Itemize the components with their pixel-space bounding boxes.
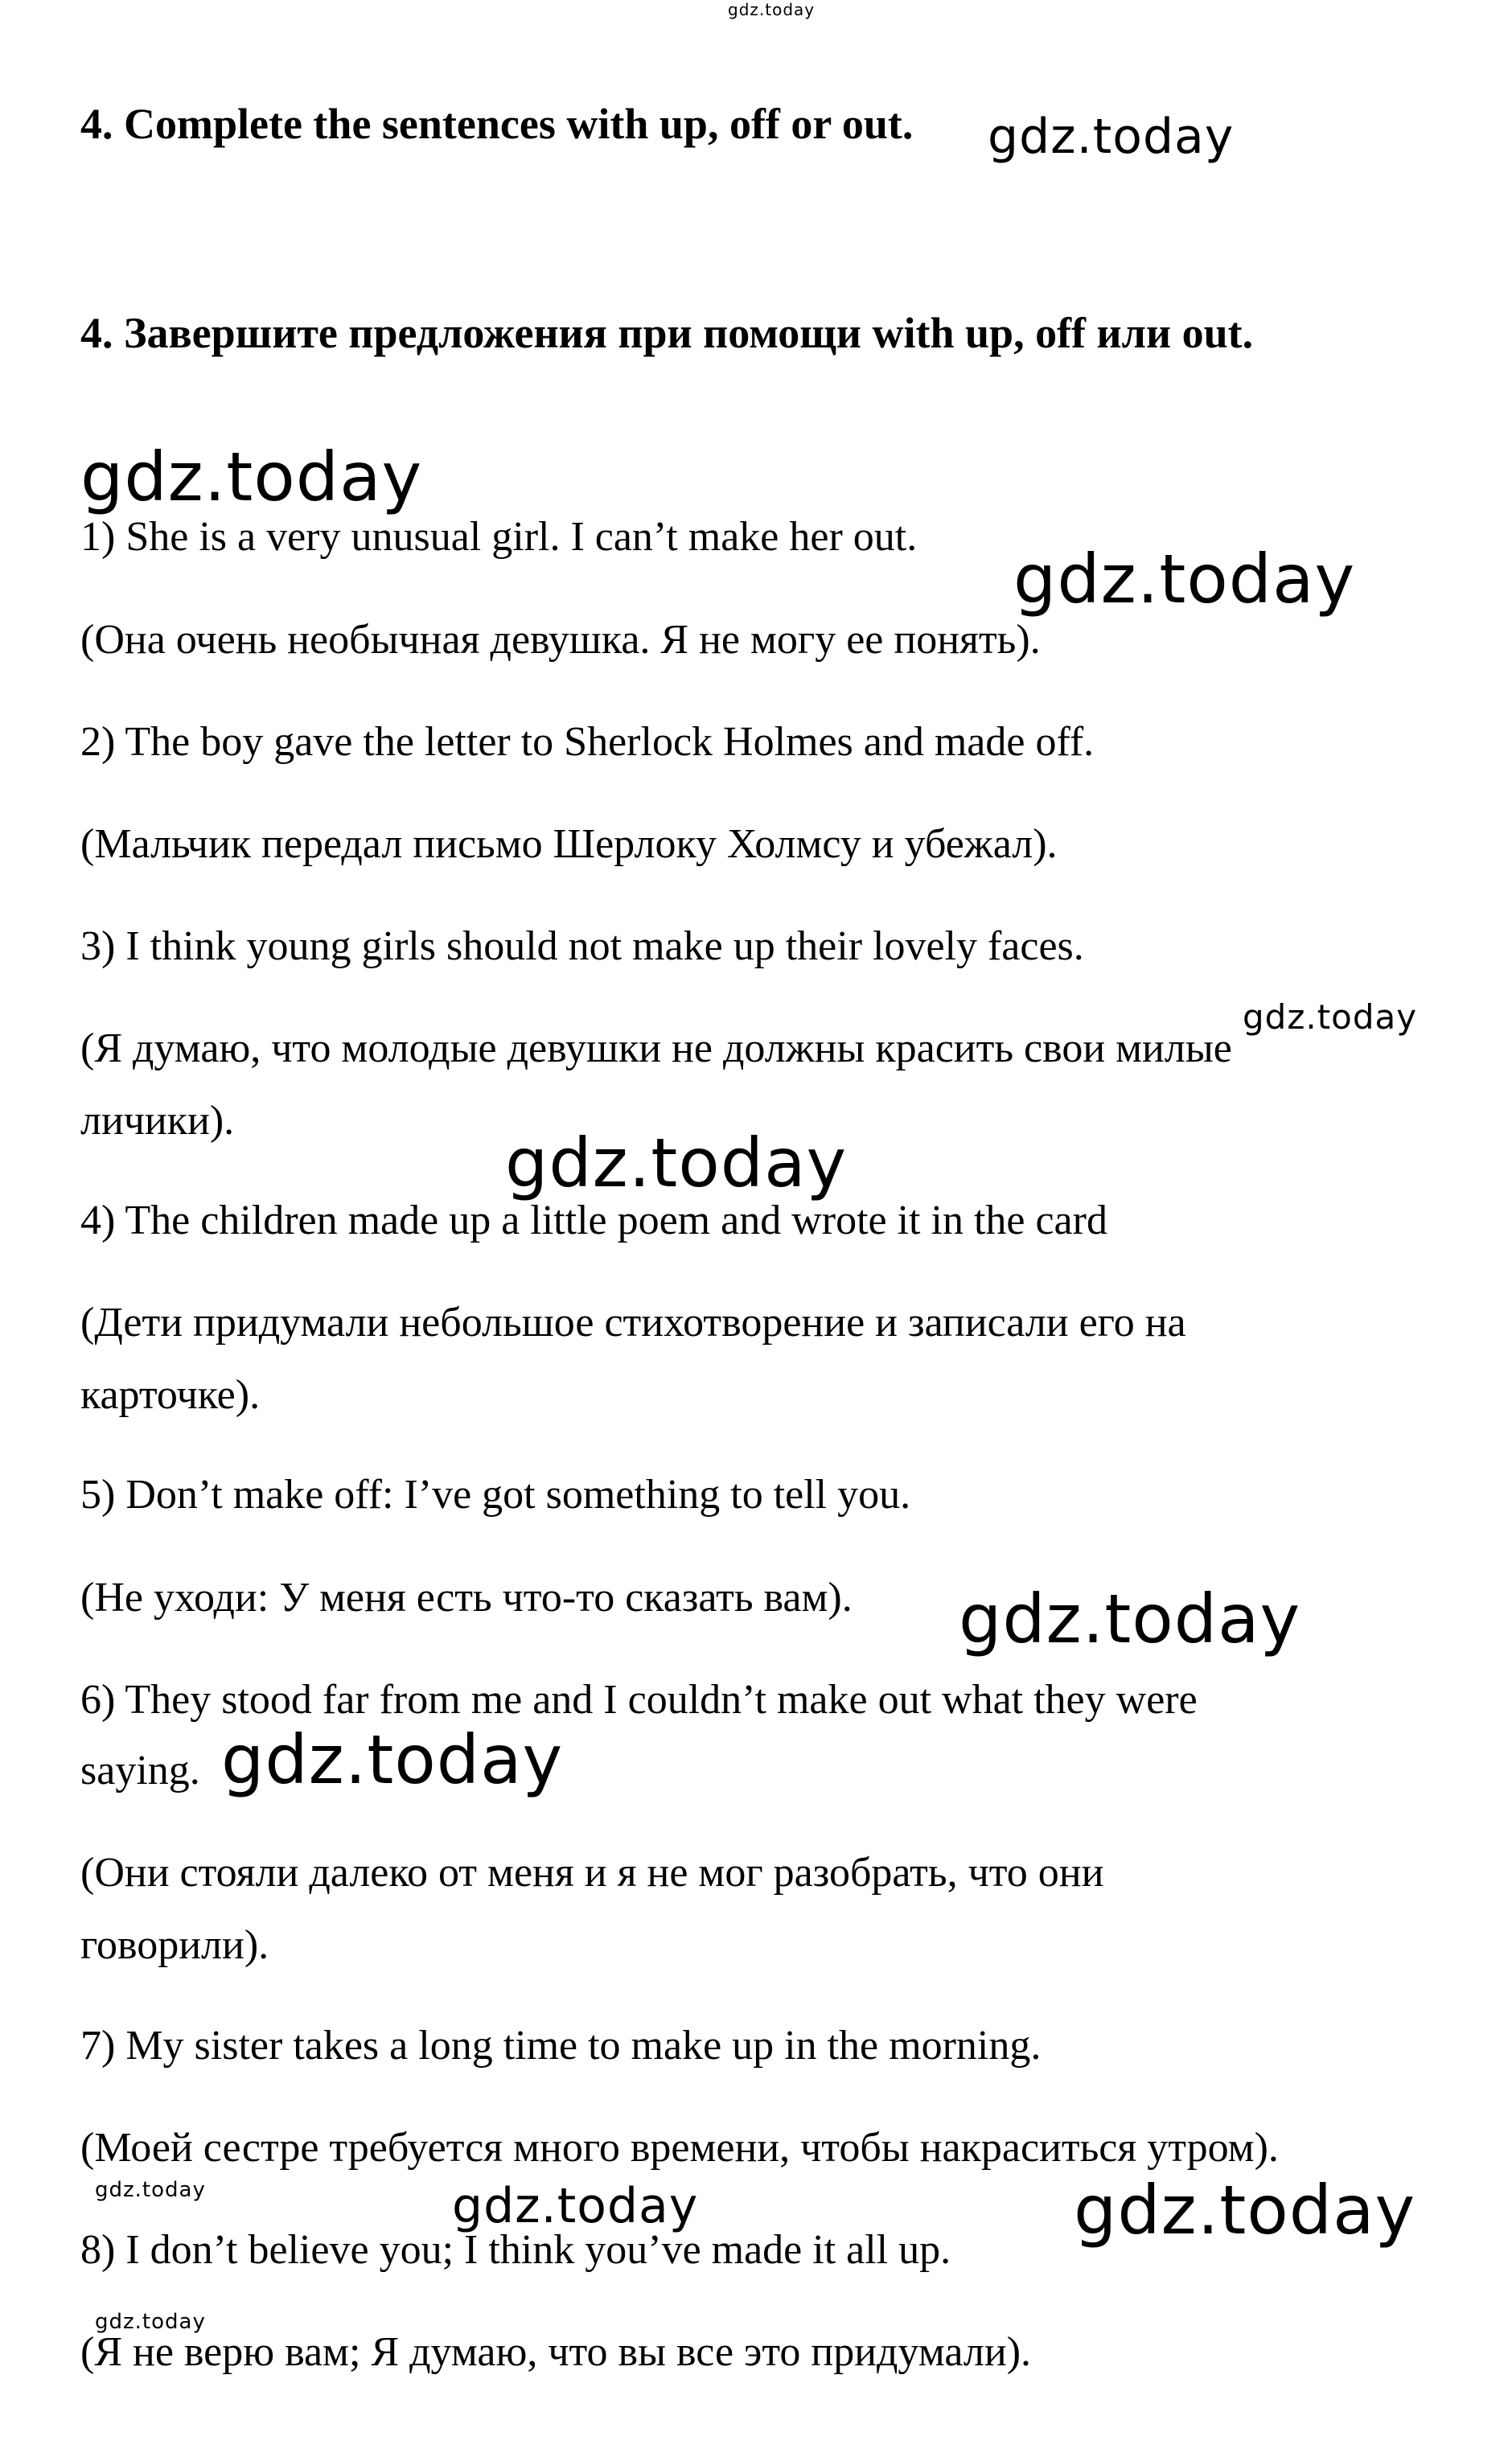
item-2-english: 2) The boy gave the letter to Sherlock Holmes and made off. [80, 719, 1095, 765]
item-1-russian: (Она очень необычная девушка. Я не могу ее понять). [80, 617, 1041, 663]
watermark-top: gdz.today [728, 0, 816, 19]
item-3-english: 3) I think young girls should not make up their lovely faces. [80, 923, 1084, 969]
item-6-english-line-2: saying. [80, 1748, 200, 1794]
item-6-russian-line-1: (Они стояли далеко от меня и я не мог разобрать, что они [80, 1850, 1104, 1896]
heading-russian: 4. Завершите предложения при помощи with up, off или out. [80, 309, 1254, 357]
watermark-tiny-left-1: gdz.today [95, 2178, 206, 2202]
watermark-small-right: gdz.today [1243, 997, 1418, 1037]
watermark-item5: gdz.today [959, 1580, 1301, 1658]
watermark-item8-center: gdz.today [452, 2178, 699, 2234]
item-8-russian: (Я не верю вам; Я думаю, что вы все это придумали). [80, 2329, 1032, 2375]
watermark-item6: gdz.today [221, 1720, 564, 1799]
watermark-tiny-left-2: gdz.today [95, 2310, 206, 2334]
heading-english: 4. Complete the sentences with up, off or out. [80, 100, 914, 148]
item-4-russian-line-1: (Дети придумали небольшое стихотворение и записали его на [80, 1300, 1186, 1346]
item-5-russian: (Не уходи: У меня есть что-то сказать вам). [80, 1575, 853, 1621]
item-5-english: 5) Don’t make off: I’ve got something to tell you. [80, 1472, 911, 1518]
item-2-russian: (Мальчик передал письмо Шерлоку Холмсу и убежал). [80, 821, 1058, 867]
item-3-russian-line-1: (Я думаю, что молодые девушки не должны красить свои милые [80, 1025, 1232, 1071]
item-4-russian-line-2: карточке). [80, 1372, 261, 1418]
item-1-english: 1) She is a very unusual girl. I can’t make her out. [80, 514, 918, 560]
item-6-english-line-1: 6) They stood far from me and I couldn’t make out what they were [80, 1677, 1198, 1723]
watermark-large-left: gdz.today [80, 438, 423, 516]
item-4-english: 4) The children made up a little poem and wrote it in the card [80, 1198, 1107, 1243]
item-6-russian-line-2: говорили). [80, 1922, 269, 1968]
watermark-heading: gdz.today [988, 109, 1235, 165]
watermark-large-right: gdz.today [1013, 540, 1356, 618]
item-3-russian-line-2: личики). [80, 1098, 235, 1144]
item-7-russian: (Моей сестре требуется много времени, чтобы накраситься утром). [80, 2125, 1279, 2171]
watermark-item8-right: gdz.today [1074, 2171, 1416, 2250]
item-8-english: 8) I don’t believe you; I think you’ve made it all up. [80, 2227, 951, 2273]
item-7-english: 7) My sister takes a long time to make up in the morning. [80, 2023, 1042, 2069]
watermark-center: gdz.today [505, 1124, 848, 1202]
